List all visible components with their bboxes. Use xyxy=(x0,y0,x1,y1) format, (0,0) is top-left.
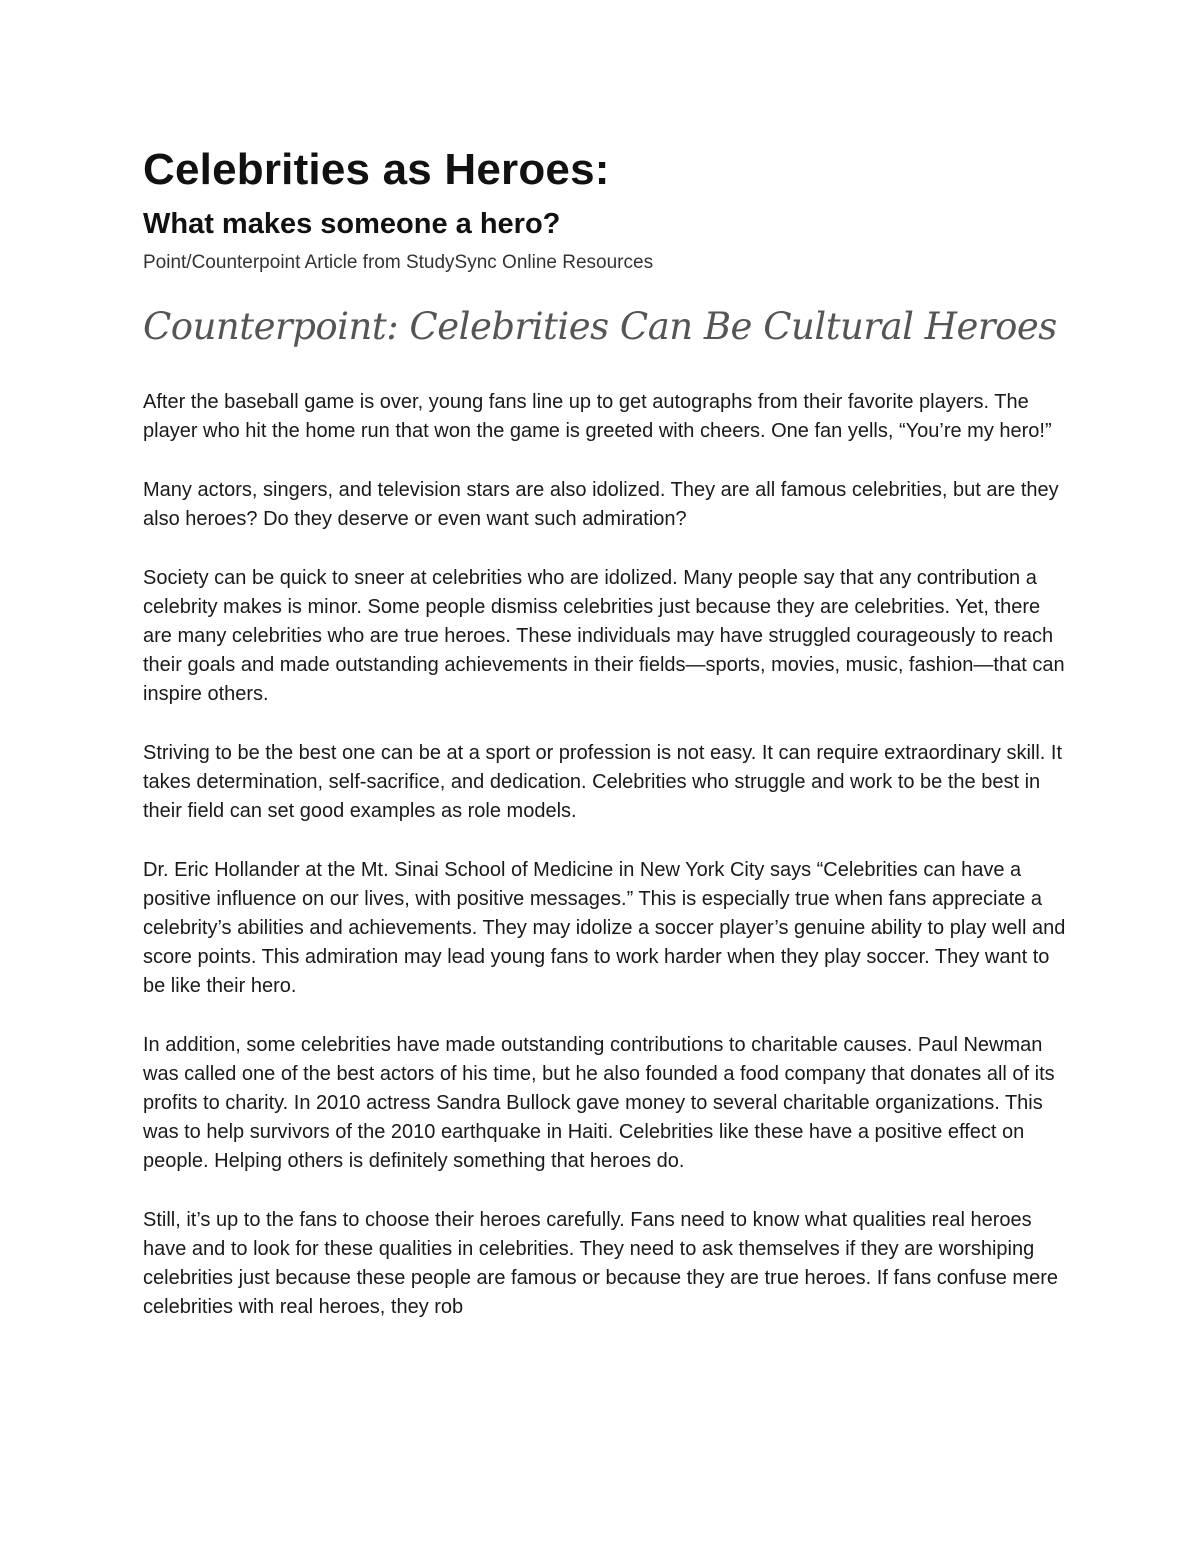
paragraph-5: Dr. Eric Hollander at the Mt. Sinai School of Medicine in New York City says “Celebrities can have a positive influence on our lives, with positive messages.” This is especially true when fans appreciate a celebrity’s abilities and achievements. They may idolize a soccer player’s genuine ability to play well and score points. This admiration may lead young fans to work harder when they play soccer. They want to be like their hero. xyxy=(143,859,1066,997)
page-title: Celebrities as Heroes: xyxy=(143,145,610,194)
article-body xyxy=(143,388,1068,1322)
page-subtitle: What makes someone a hero? xyxy=(143,208,561,240)
paragraph-3: Society can be quick to sneer at celebrities who are idolized. Many people say that any contribution a celebrity makes is minor. Some people dismiss celebrities just because they are celebrities. Yet, there are many celebrities who are true heroes. These individuals may have struggled courageously to reach their goals and made outstanding achievements in their fields—sports, movies, music, fashion—that can inspire others. xyxy=(143,567,1065,705)
paragraph-6: In addition, some celebrities have made outstanding contributions to charitable causes. Paul Newman was called one of the best actors of his time, but he also founded a food company that donates all of its profits to charity. In 2010 actress Sandra Bullock gave money to several charitable organizations. This was to help survivors of the 2010 earthquake in Haiti. Celebrities like these have a positive effect on people. Helping others is definitely something that heroes do. xyxy=(143,1034,1055,1172)
section-heading: Counterpoint: Celebrities Can Be Cultural Heroes xyxy=(143,305,1057,348)
source-line: Point/Counterpoint Article from StudySync Online Resources xyxy=(143,252,654,273)
article xyxy=(143,142,1068,1352)
paragraph-4: Striving to be the best one can be at a sport or profession is not easy. It can require extraordinary skill. It takes determination, self-sacrifice, and dedication. Celebrities who struggle and work to be the best in their field can set good examples as role models. xyxy=(143,742,1062,822)
paragraph-2: Many actors, singers, and television stars are also idolized. They are all famous celebrities, but are they also heroes? Do they deserve or even want such admiration? xyxy=(143,479,1059,530)
paragraph-1: After the baseball game is over, young fans line up to get autographs from their favorite players. The player who hit the home run that won the game is greeted with cheers. One fan yells, “You’re my hero!” xyxy=(143,391,1052,442)
paragraph-7: Still, it’s up to the fans to choose their heroes carefully. Fans need to know what qualities real heroes have and to look for these qualities in celebrities. They need to ask themselves if they are worshiping celebrities just because these people are famous or because they are true heroes. If fans confuse mere celebrities with real heroes, they rob xyxy=(143,1209,1058,1318)
